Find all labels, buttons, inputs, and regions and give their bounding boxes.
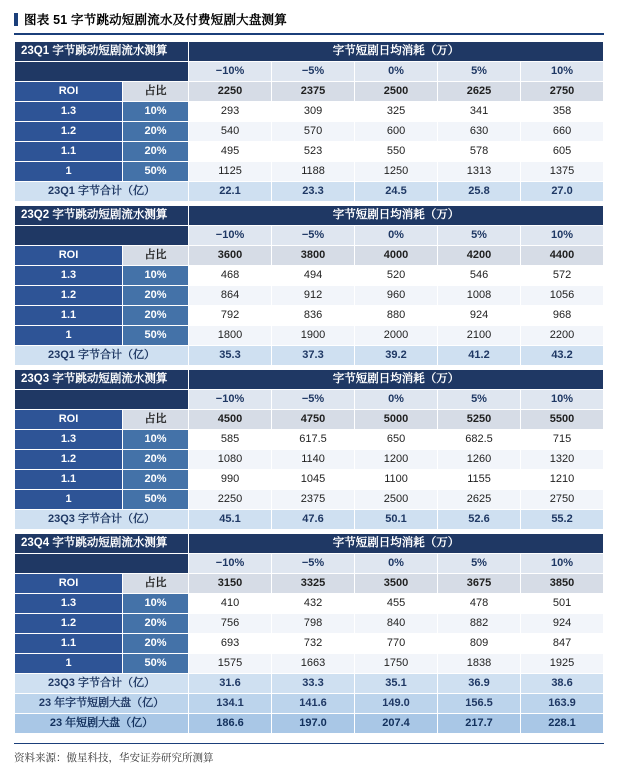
forecast-table-body <box>15 42 604 734</box>
roi-value: 1.2 <box>15 450 123 470</box>
cell-value-1: 432 <box>272 594 355 614</box>
header-spacer <box>15 62 189 82</box>
column-header-4: 10% <box>521 554 604 574</box>
block-total-value-0: 22.1 <box>189 182 272 202</box>
spend-value-1: 4750 <box>272 410 355 430</box>
share-value: 10% <box>123 102 189 122</box>
cell-value-1: 798 <box>272 614 355 634</box>
share-label: 占比 <box>123 410 189 430</box>
cell-value-0: 693 <box>189 634 272 654</box>
share-value: 20% <box>123 306 189 326</box>
column-header-0: −10% <box>189 554 272 574</box>
block-total-value-0: 45.1 <box>189 510 272 530</box>
column-header-1: −5% <box>272 554 355 574</box>
roi-value: 1.3 <box>15 430 123 450</box>
block-total-label: 23Q3 字节合计（亿） <box>15 674 189 694</box>
share-value: 50% <box>123 654 189 674</box>
title-divider <box>14 33 604 35</box>
cell-value-3: 1008 <box>438 286 521 306</box>
cell-value-1: 1140 <box>272 450 355 470</box>
cell-value-3: 630 <box>438 122 521 142</box>
block-total-value-3: 41.2 <box>438 346 521 366</box>
forecast-table <box>14 41 604 734</box>
roi-value: 1.2 <box>15 122 123 142</box>
cell-value-2: 2000 <box>355 326 438 346</box>
grand-total-value-0-3: 156.5 <box>438 694 521 714</box>
block-total-value-0: 31.6 <box>189 674 272 694</box>
cell-value-0: 540 <box>189 122 272 142</box>
roi-label: ROI <box>15 574 123 594</box>
spend-value-3: 5250 <box>438 410 521 430</box>
cell-value-2: 1100 <box>355 470 438 490</box>
share-value: 10% <box>123 266 189 286</box>
grand-total-value-0-4: 163.9 <box>521 694 604 714</box>
grand-total-value-1-3: 217.7 <box>438 714 521 734</box>
block-header-row <box>15 370 604 390</box>
roi-row <box>15 82 604 102</box>
table-row <box>15 450 604 470</box>
cell-value-4: 1375 <box>521 162 604 182</box>
block-total-value-2: 50.1 <box>355 510 438 530</box>
column-header-row <box>15 62 604 82</box>
spend-value-0: 3600 <box>189 246 272 266</box>
block-total-value-4: 55.2 <box>521 510 604 530</box>
cell-value-1: 1663 <box>272 654 355 674</box>
table-row <box>15 490 604 510</box>
cell-value-3: 1260 <box>438 450 521 470</box>
roi-value: 1.2 <box>15 286 123 306</box>
cell-value-4: 660 <box>521 122 604 142</box>
roi-value: 1.1 <box>15 306 123 326</box>
cell-value-1: 494 <box>272 266 355 286</box>
roi-value: 1 <box>15 490 123 510</box>
cell-value-4: 358 <box>521 102 604 122</box>
figure-title-row <box>14 0 604 28</box>
roi-value: 1.3 <box>15 102 123 122</box>
table-row <box>15 266 604 286</box>
roi-value: 1 <box>15 326 123 346</box>
spend-value-1: 3325 <box>272 574 355 594</box>
block-total-value-3: 52.6 <box>438 510 521 530</box>
block-total-value-1: 37.3 <box>272 346 355 366</box>
table-row <box>15 122 604 142</box>
grand-total-label-1: 23 年短剧大盘（亿） <box>15 714 189 734</box>
share-value: 50% <box>123 326 189 346</box>
cell-value-2: 770 <box>355 634 438 654</box>
column-header-4: 10% <box>521 226 604 246</box>
block-total-row <box>15 674 604 694</box>
block-total-value-4: 27.0 <box>521 182 604 202</box>
block-total-value-2: 24.5 <box>355 182 438 202</box>
block-total-value-3: 25.8 <box>438 182 521 202</box>
cell-value-3: 546 <box>438 266 521 286</box>
cell-value-4: 1056 <box>521 286 604 306</box>
table-row <box>15 614 604 634</box>
column-header-3: 5% <box>438 226 521 246</box>
cell-value-3: 478 <box>438 594 521 614</box>
table-row <box>15 430 604 450</box>
roi-value: 1.1 <box>15 470 123 490</box>
cell-value-1: 309 <box>272 102 355 122</box>
roi-row <box>15 410 604 430</box>
cell-value-4: 1925 <box>521 654 604 674</box>
block-total-value-2: 39.2 <box>355 346 438 366</box>
cell-value-3: 809 <box>438 634 521 654</box>
column-header-2: 0% <box>355 390 438 410</box>
share-label: 占比 <box>123 574 189 594</box>
spend-value-0: 3150 <box>189 574 272 594</box>
table-row <box>15 654 604 674</box>
cell-value-0: 495 <box>189 142 272 162</box>
cell-value-1: 912 <box>272 286 355 306</box>
cell-value-3: 341 <box>438 102 521 122</box>
roi-row <box>15 574 604 594</box>
cell-value-1: 570 <box>272 122 355 142</box>
cell-value-1: 1900 <box>272 326 355 346</box>
table-row <box>15 102 604 122</box>
block-header-row <box>15 42 604 62</box>
cell-value-0: 2250 <box>189 490 272 510</box>
grand-total-row <box>15 694 604 714</box>
spend-header: 字节短剧日均消耗（万） <box>189 534 604 554</box>
table-row <box>15 162 604 182</box>
cell-value-0: 1125 <box>189 162 272 182</box>
cell-value-2: 840 <box>355 614 438 634</box>
block-header-row <box>15 206 604 226</box>
cell-value-4: 501 <box>521 594 604 614</box>
spend-header: 字节短剧日均消耗（万） <box>189 370 604 390</box>
share-value: 20% <box>123 614 189 634</box>
column-header-row <box>15 226 604 246</box>
share-value: 20% <box>123 470 189 490</box>
share-value: 10% <box>123 430 189 450</box>
cell-value-2: 325 <box>355 102 438 122</box>
spend-value-3: 2625 <box>438 82 521 102</box>
cell-value-4: 2200 <box>521 326 604 346</box>
cell-value-3: 1155 <box>438 470 521 490</box>
block-total-value-3: 36.9 <box>438 674 521 694</box>
cell-value-0: 293 <box>189 102 272 122</box>
column-header-3: 5% <box>438 390 521 410</box>
table-row <box>15 594 604 614</box>
grand-total-value-0-2: 149.0 <box>355 694 438 714</box>
block-total-value-4: 38.6 <box>521 674 604 694</box>
spend-value-2: 5000 <box>355 410 438 430</box>
block-total-value-1: 23.3 <box>272 182 355 202</box>
header-spacer <box>15 554 189 574</box>
grand-total-value-1-1: 197.0 <box>272 714 355 734</box>
column-header-1: −5% <box>272 390 355 410</box>
roi-value: 1.3 <box>15 594 123 614</box>
column-header-4: 10% <box>521 62 604 82</box>
roi-value: 1.1 <box>15 634 123 654</box>
roi-label: ROI <box>15 246 123 266</box>
cell-value-2: 600 <box>355 122 438 142</box>
spend-value-3: 4200 <box>438 246 521 266</box>
title-marker-icon <box>14 13 18 26</box>
roi-value: 1.2 <box>15 614 123 634</box>
cell-value-0: 792 <box>189 306 272 326</box>
cell-value-1: 523 <box>272 142 355 162</box>
cell-value-1: 617.5 <box>272 430 355 450</box>
cell-value-4: 1210 <box>521 470 604 490</box>
grand-total-value-1-0: 186.6 <box>189 714 272 734</box>
spend-value-2: 3500 <box>355 574 438 594</box>
spend-header: 字节短剧日均消耗（万） <box>189 206 604 226</box>
block-total-value-2: 35.1 <box>355 674 438 694</box>
column-header-3: 5% <box>438 554 521 574</box>
cell-value-2: 455 <box>355 594 438 614</box>
column-header-3: 5% <box>438 62 521 82</box>
column-header-row <box>15 390 604 410</box>
table-row <box>15 286 604 306</box>
header-spacer <box>15 226 189 246</box>
cell-value-2: 2500 <box>355 490 438 510</box>
column-header-1: −5% <box>272 226 355 246</box>
column-header-0: −10% <box>189 62 272 82</box>
column-header-0: −10% <box>189 390 272 410</box>
cell-value-3: 682.5 <box>438 430 521 450</box>
cell-value-4: 2750 <box>521 490 604 510</box>
cell-value-4: 605 <box>521 142 604 162</box>
cell-value-4: 572 <box>521 266 604 286</box>
column-header-4: 10% <box>521 390 604 410</box>
page-title: 图表 51 字节跳动短剧流水及付费短剧大盘测算 <box>24 13 287 27</box>
share-value: 20% <box>123 286 189 306</box>
cell-value-4: 715 <box>521 430 604 450</box>
cell-value-0: 410 <box>189 594 272 614</box>
spend-value-2: 2500 <box>355 82 438 102</box>
cell-value-2: 650 <box>355 430 438 450</box>
cell-value-2: 880 <box>355 306 438 326</box>
block-total-label: 23Q1 字节合计（亿） <box>15 182 189 202</box>
spend-value-1: 2375 <box>272 82 355 102</box>
roi-label: ROI <box>15 82 123 102</box>
cell-value-4: 847 <box>521 634 604 654</box>
roi-label: ROI <box>15 410 123 430</box>
block-title: 23Q4 字节跳动短剧流水测算 <box>15 534 189 554</box>
cell-value-0: 1080 <box>189 450 272 470</box>
share-value: 50% <box>123 490 189 510</box>
grand-total-value-1-4: 228.1 <box>521 714 604 734</box>
source-note: 资料来源：傲星科技，华安证券研究所测算 <box>14 752 214 764</box>
cell-value-3: 1313 <box>438 162 521 182</box>
cell-value-0: 990 <box>189 470 272 490</box>
column-header-0: −10% <box>189 226 272 246</box>
cell-value-2: 1200 <box>355 450 438 470</box>
cell-value-1: 2375 <box>272 490 355 510</box>
cell-value-2: 550 <box>355 142 438 162</box>
share-value: 50% <box>123 162 189 182</box>
spend-value-4: 4400 <box>521 246 604 266</box>
cell-value-1: 836 <box>272 306 355 326</box>
block-total-value-1: 33.3 <box>272 674 355 694</box>
roi-value: 1.1 <box>15 142 123 162</box>
table-row <box>15 470 604 490</box>
roi-value: 1.3 <box>15 266 123 286</box>
roi-value: 1 <box>15 654 123 674</box>
column-header-2: 0% <box>355 226 438 246</box>
share-value: 20% <box>123 634 189 654</box>
share-value: 10% <box>123 594 189 614</box>
block-total-value-0: 35.3 <box>189 346 272 366</box>
spend-value-3: 3675 <box>438 574 521 594</box>
cell-value-3: 1838 <box>438 654 521 674</box>
header-spacer <box>15 390 189 410</box>
block-total-row <box>15 182 604 202</box>
cell-value-0: 864 <box>189 286 272 306</box>
spend-value-4: 5500 <box>521 410 604 430</box>
cell-value-1: 732 <box>272 634 355 654</box>
block-total-label: 23Q1 字节合计（亿） <box>15 346 189 366</box>
column-header-2: 0% <box>355 62 438 82</box>
cell-value-2: 960 <box>355 286 438 306</box>
spend-value-4: 3850 <box>521 574 604 594</box>
block-total-label: 23Q3 字节合计（亿） <box>15 510 189 530</box>
spend-value-1: 3800 <box>272 246 355 266</box>
column-header-2: 0% <box>355 554 438 574</box>
cell-value-4: 968 <box>521 306 604 326</box>
share-label: 占比 <box>123 246 189 266</box>
spend-value-2: 4000 <box>355 246 438 266</box>
table-row <box>15 306 604 326</box>
share-value: 20% <box>123 450 189 470</box>
cell-value-1: 1045 <box>272 470 355 490</box>
block-total-value-1: 47.6 <box>272 510 355 530</box>
spend-header: 字节短剧日均消耗（万） <box>189 42 604 62</box>
grand-total-row <box>15 714 604 734</box>
cell-value-3: 924 <box>438 306 521 326</box>
table-row <box>15 634 604 654</box>
block-total-row <box>15 346 604 366</box>
block-title: 23Q2 字节跳动短剧流水测算 <box>15 206 189 226</box>
cell-value-2: 1750 <box>355 654 438 674</box>
cell-value-0: 585 <box>189 430 272 450</box>
cell-value-4: 1320 <box>521 450 604 470</box>
spend-value-0: 4500 <box>189 410 272 430</box>
grand-total-value-0-1: 141.6 <box>272 694 355 714</box>
block-total-value-4: 43.2 <box>521 346 604 366</box>
cell-value-2: 520 <box>355 266 438 286</box>
cell-value-3: 578 <box>438 142 521 162</box>
cell-value-4: 924 <box>521 614 604 634</box>
share-value: 20% <box>123 122 189 142</box>
column-header-row <box>15 554 604 574</box>
cell-value-0: 1800 <box>189 326 272 346</box>
roi-value: 1 <box>15 162 123 182</box>
table-row <box>15 326 604 346</box>
grand-total-value-0-0: 134.1 <box>189 694 272 714</box>
cell-value-3: 2625 <box>438 490 521 510</box>
grand-total-value-1-2: 207.4 <box>355 714 438 734</box>
grand-total-label-0: 23 年字节短剧大盘（亿） <box>15 694 189 714</box>
table-row <box>15 142 604 162</box>
cell-value-3: 2100 <box>438 326 521 346</box>
block-header-row <box>15 534 604 554</box>
block-title: 23Q1 字节跳动短剧流水测算 <box>15 42 189 62</box>
spend-value-4: 2750 <box>521 82 604 102</box>
cell-value-0: 1575 <box>189 654 272 674</box>
block-total-row <box>15 510 604 530</box>
share-label: 占比 <box>123 82 189 102</box>
spend-value-0: 2250 <box>189 82 272 102</box>
cell-value-2: 1250 <box>355 162 438 182</box>
roi-row <box>15 246 604 266</box>
block-title: 23Q3 字节跳动短剧流水测算 <box>15 370 189 390</box>
share-value: 20% <box>123 142 189 162</box>
cell-value-0: 468 <box>189 266 272 286</box>
cell-value-0: 756 <box>189 614 272 634</box>
column-header-1: −5% <box>272 62 355 82</box>
cell-value-1: 1188 <box>272 162 355 182</box>
cell-value-3: 882 <box>438 614 521 634</box>
